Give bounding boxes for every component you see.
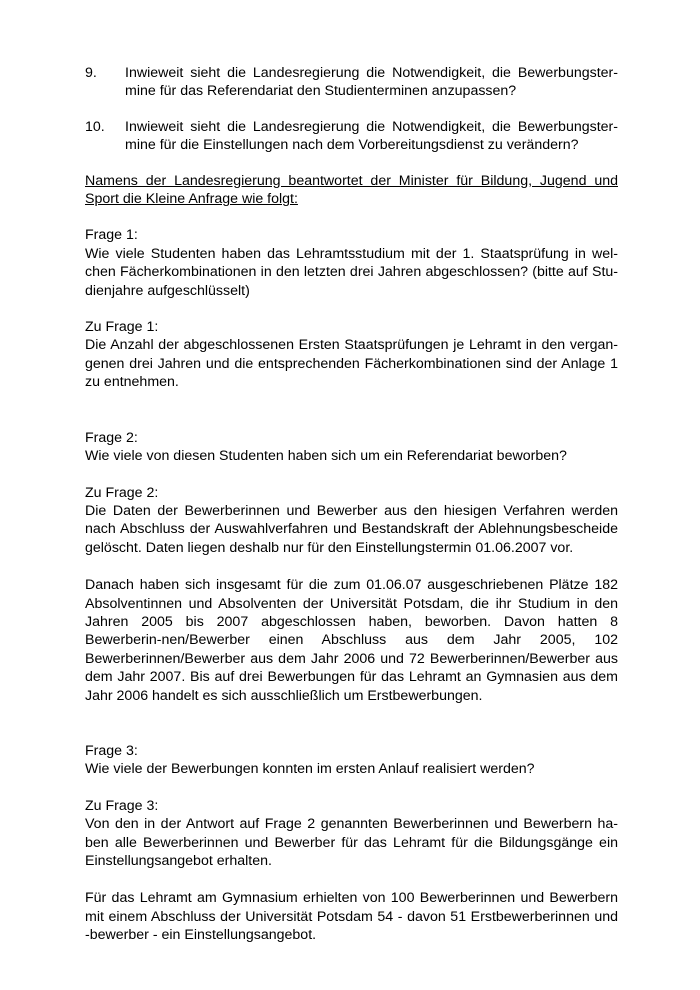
- antwort-3-label: Zu Frage 3:: [85, 797, 159, 814]
- question-item: [85, 64, 618, 101]
- question-text: Inwieweit sieht die Landesregierung die Notwendigkeit, die Bewerbungster-mine für das Referendariat den Studienterminen anzupassen?: [125, 65, 618, 100]
- antwort-2-text: Die Daten der Bewerberinnen und Bewerber aus den hiesigen Verfahren werden nach Abschluss der Auswahlverfahren und Bestandskraft der Ablehnungsbescheide gelöscht. Daten liegen deshalb nur für den Einstellungstermin 01.06.2007 vor.: [85, 502, 618, 556]
- answer-intro: Namens der Landesregierung beantwortet der Minister für Bildung, Jugend und Sport die Kleine Anfrage wie folgt:: [85, 172, 618, 208]
- antwort-3-text-2: Für das Lehramt am Gymnasium erhielten von 100 Bewerberinnen und Bewerbern mit einem Abschluss der Universität Potsdam 54 - davon 51 Erstbewerberinnen und -bewerber - ein Einstellungsangebot.: [85, 890, 618, 944]
- spacer: [85, 557, 618, 576]
- frage-1-label: Frage 1:: [85, 227, 138, 244]
- spacer: [85, 870, 618, 889]
- frage-3-label: Frage 3:: [85, 742, 138, 759]
- spacer: [85, 300, 618, 318]
- spacer: [85, 466, 618, 484]
- antwort-1-text: Die Anzahl der abgeschlossenen Ersten Staatsprüfungen je Lehramt in den vergan-genen drei Jahren und die entsprechenden Fächerkombinationen sind der Anlage 1 zu entnehmen.: [85, 337, 618, 391]
- antwort-1-label: Zu Frage 1:: [85, 319, 159, 336]
- question-number: 9.: [85, 65, 97, 81]
- question-number: 10.: [85, 118, 105, 135]
- frage-3-text: Wie viele der Bewerbungen konnten im ersten Anlauf realisiert werden?: [85, 761, 535, 778]
- spacer: [85, 208, 618, 226]
- spacer: [85, 392, 618, 429]
- antwort-2-label: Zu Frage 2:: [85, 484, 159, 501]
- antwort-2-text-2: Danach haben sich insgesamt für die zum 01.06.07 ausgeschriebenen Plätze 182 Absolventinnen und Absolventen der Universität Potsdam, die ihr Studium in den Jahren 2005 bis 2007 abgeschlossen haben, beworben. Davon hatten 8 Bewerberin-nen/Bewerber einen Abschluss aus dem Jahr 2005, 102 Bewerberinnen/Bewerber aus dem Jahr 2006 und 72 Bewerberinnen/Bewerber aus dem Jahr 2007. Bis auf drei Bewerbungen für das Lehramt an Gymnasien aus dem Jahr 2006 handelt es sich ausschließlich um Erstbewerbungen.: [85, 577, 618, 704]
- question-text: Inwieweit sieht die Landesregierung die Notwendigkeit, die Bewerbungster-mine für die Einstellungen nach dem Vorbereitungsdienst zu verändern?: [125, 118, 618, 154]
- spacer: [85, 779, 618, 797]
- antwort-3-text: Von den in der Antwort auf Frage 2 genannten Bewerberinnen und Bewerbern ha-ben alle Bewerberinnen und Bewerber für das Lehramt für die Bildungsgänge ein Einstellungsangebot erhalten.: [85, 816, 618, 869]
- question-item: [85, 118, 618, 155]
- document-page: [85, 64, 618, 945]
- frage-2-text: Wie viele von diesen Studenten haben sich um ein Referendariat beworben?: [85, 448, 567, 465]
- frage-1-text: Wie viele Studenten haben das Lehramtsstudium mit der 1. Staatsprüfung in wel-chen Fächerkombinationen in den letzten drei Jahren abgeschlossen? (bitte auf Stu-dienjahre aufgeschlüsselt): [85, 245, 618, 299]
- spacer: [85, 705, 618, 742]
- frage-2-label: Frage 2:: [85, 429, 138, 446]
